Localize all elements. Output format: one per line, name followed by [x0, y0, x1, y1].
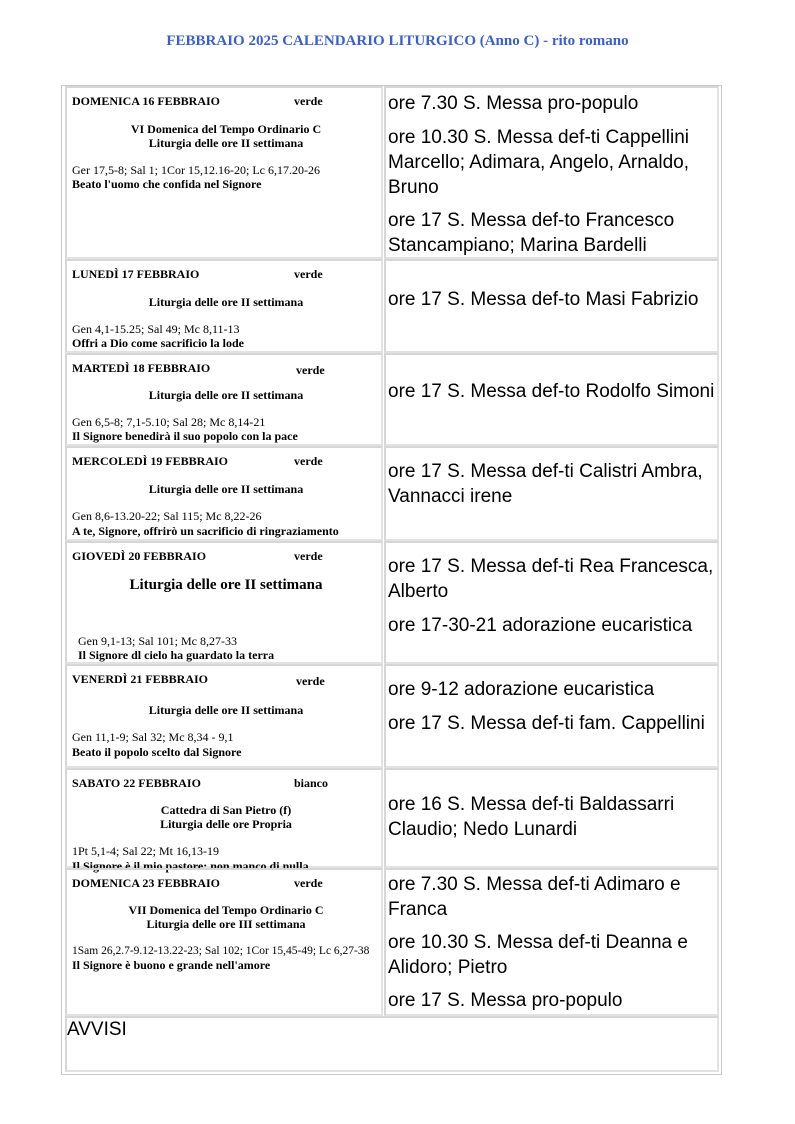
antiphon: Beato il popolo scelto dal Signore — [72, 745, 242, 759]
liturgy-cell — [65, 353, 383, 446]
liturgy-hours: Liturgia delle ore II settimana — [129, 577, 323, 593]
liturgical-color: verde — [296, 363, 325, 377]
table-row — [62, 353, 721, 446]
day-label: SABATO 22 FEBBRAIO — [72, 776, 201, 790]
mass-entry: ore 17 S. Messa def-to Francesco Stancampiano; Marina Bardelli — [388, 210, 675, 256]
liturgy-hours: Liturgia delle ore III settimana — [146, 917, 306, 931]
notices-label: AVVISI — [67, 1019, 127, 1040]
antiphon: Il Signore è buono e grande nell'amore — [72, 958, 271, 972]
readings: Gen 11,1-9; Sal 32; Mc 8,34 - 9,1 — [72, 730, 234, 744]
liturgical-color: verde — [294, 267, 323, 281]
mass-cell — [384, 86, 719, 259]
table-row — [62, 446, 721, 541]
table-row — [62, 541, 721, 664]
liturgy-cell — [65, 664, 383, 768]
antiphon: A te, Signore, offrirò un sacrificio di ringraziamento — [72, 524, 339, 538]
readings: Gen 9,1-13; Sal 101; Mc 8,27-33 — [78, 634, 237, 648]
mass-cell — [384, 446, 719, 541]
liturgy-hours: Liturgia delle ore II settimana — [148, 136, 304, 150]
table-row — [62, 768, 721, 873]
liturgy-cell — [65, 768, 383, 873]
readings: Gen 6,5-8; 7,1-5.10; Sal 28; Mc 8,14-21 — [72, 415, 266, 429]
liturgical-color: verde — [294, 549, 323, 563]
day-label: GIOVEDÌ 20 FEBBRAIO — [72, 549, 207, 563]
liturgical-color: verde — [294, 876, 323, 890]
readings: Ger 17,5-8; Sal 1; 1Cor 15,12.16-20; Lc 6,17.20-26 — [72, 163, 320, 177]
liturgy-cell — [65, 446, 383, 541]
readings: 1Pt 5,1-4; Sal 22; Mt 16,13-19 — [72, 844, 220, 858]
notices-cell — [65, 1016, 719, 1072]
mass-cell — [384, 664, 719, 768]
liturgical-calendar-table — [61, 85, 722, 1075]
liturgy-hours: Liturgia delle ore II settimana — [148, 703, 304, 717]
day-label: LUNEDÌ 17 FEBBRAIO — [72, 267, 200, 281]
antiphon: Beato l'uomo che confida nel Signore — [72, 177, 262, 191]
celebration-title: Cattedra di San Pietro (f) — [160, 803, 292, 817]
table-row — [62, 86, 721, 259]
mass-cell — [384, 541, 719, 664]
liturgy-hours: Liturgia delle ore II settimana — [148, 482, 304, 496]
readings: Gen 4,1-15.25; Sal 49; Mc 8,11-13 — [72, 322, 240, 336]
liturgy-hours: Liturgia delle ore Propria — [160, 817, 292, 831]
mass-entry: ore 17 S. Messa def-to Rodolfo Simoni — [388, 381, 715, 402]
readings: Gen 8,6-13.20-22; Sal 115; Mc 8,22-26 — [72, 509, 262, 523]
day-label: DOMENICA 23 FEBBRAIO — [72, 876, 221, 890]
mass-entry: ore 17 S. Messa def-ti Calistri Ambra, Vannacci irene — [388, 461, 703, 507]
celebration-title: VI Domenica del Tempo Ordinario C — [130, 122, 322, 136]
mass-entry: ore 7.30 S. Messa pro-populo — [388, 93, 639, 114]
day-label: DOMENICA 16 FEBBRAIO — [72, 94, 221, 108]
table-row — [62, 259, 721, 353]
notices-row — [62, 1016, 721, 1072]
mass-entry: ore 16 S. Messa def-ti Baldassarri Claudio; Nedo Lunardi — [388, 794, 675, 840]
mass-cell — [384, 259, 719, 353]
mass-entry: ore 17 S. Messa def-ti fam. Cappellini — [388, 713, 705, 734]
table-row — [62, 868, 721, 1016]
liturgy-cell — [65, 86, 383, 259]
mass-entry: ore 10.30 S. Messa def-ti Cappellini Marcello; Adimara, Angelo, Arnaldo, Bruno — [388, 127, 690, 198]
readings: 1Sam 26,2.7-9.12-13.22-23; Sal 102; 1Cor 15,45-49; Lc 6,27-38 — [72, 945, 370, 957]
liturgical-color: verde — [296, 674, 325, 688]
mass-entry: ore 9-12 adorazione eucaristica — [388, 679, 655, 700]
antiphon: Il Signore benedirà il suo popolo con la pace — [72, 429, 298, 443]
liturgy-hours: Liturgia delle ore II settimana — [148, 295, 304, 309]
antiphon: Il Signore dl cielo ha guardato la terra — [78, 648, 275, 662]
mass-cell — [384, 868, 719, 1016]
liturgical-color: bianco — [294, 776, 329, 790]
antiphon: Il Signore è il mio pastore: non manco di nulla — [72, 859, 309, 873]
mass-cell — [384, 768, 719, 868]
celebration-title: VII Domenica del Tempo Ordinario C — [128, 903, 324, 917]
liturgical-color: verde — [294, 94, 323, 108]
mass-entry: ore 17 S. Messa def-ti Rea Francesca, Alberto — [388, 556, 714, 602]
antiphon: Offri a Dio come sacrificio la lode — [72, 336, 244, 350]
table-row — [62, 664, 721, 768]
liturgy-cell — [65, 541, 383, 664]
mass-entry: ore 17 S. Messa def-to Masi Fabrizio — [388, 289, 699, 310]
page-title: FEBBRAIO 2025 CALENDARIO LITURGICO (Anno C) - rito romano — [166, 33, 629, 49]
day-label: MERCOLEDÌ 19 FEBBRAIO — [72, 454, 229, 468]
liturgy-cell — [65, 259, 383, 353]
mass-entry: ore 17-30-21 adorazione eucaristica — [388, 615, 693, 636]
liturgical-color: verde — [294, 454, 323, 468]
mass-cell — [384, 353, 719, 446]
liturgy-hours: Liturgia delle ore II settimana — [148, 388, 304, 402]
mass-entry: ore 10.30 S. Messa def-ti Deanna e Alidoro; Pietro — [388, 932, 688, 978]
mass-entry: ore 7.30 S. Messa def-ti Adimaro e Franca — [388, 874, 681, 920]
day-label: MARTEDÌ 18 FEBBRAIO — [72, 361, 211, 375]
day-label: VENERDÌ 21 FEBBRAIO — [72, 672, 209, 686]
liturgy-cell — [65, 868, 383, 1016]
mass-entry: ore 17 S. Messa pro-populo — [388, 990, 623, 1011]
